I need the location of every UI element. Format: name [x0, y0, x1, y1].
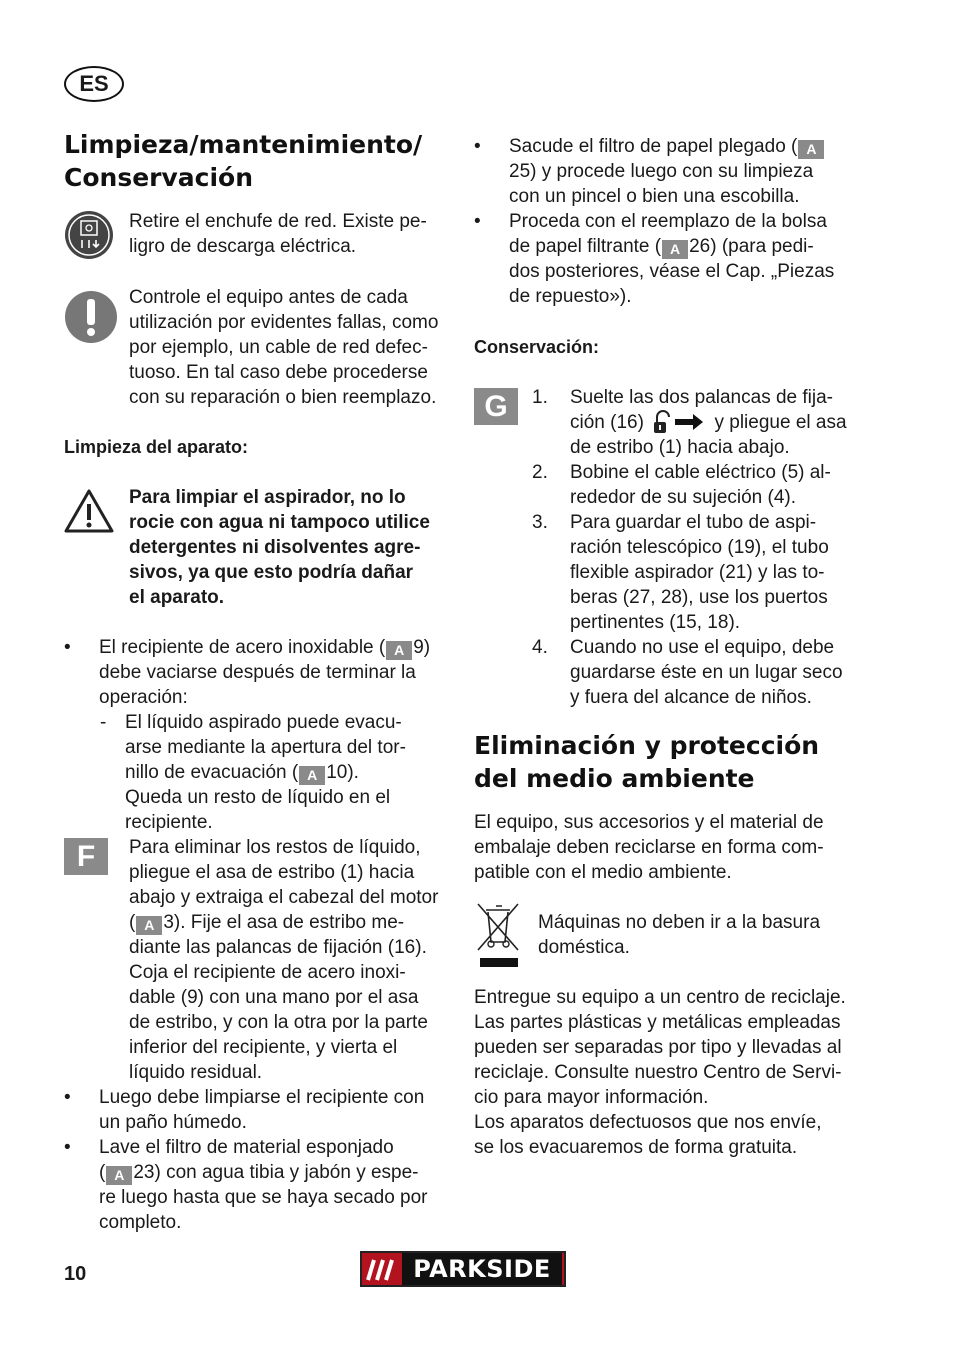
- crossed-bin-icon: [474, 900, 522, 970]
- recycle-text: pueden ser separadas por tipo y llevadas al: [474, 1037, 842, 1058]
- figure-a-badge: A: [798, 140, 824, 159]
- check-text: utilización por evidentes fallas, como: [129, 312, 439, 333]
- f-text: inferior del recipiente, y vierta el: [129, 1037, 398, 1058]
- figure-a-badge: A: [662, 240, 688, 259]
- warning-text: sivos, ya que esto podría dañar: [129, 562, 414, 583]
- logo-stripes-icon: [366, 1258, 404, 1282]
- cleaning-heading: Limpieza del aparato:: [64, 437, 249, 457]
- step-text: y fuera del alcance de niños.: [570, 687, 812, 708]
- disposal-text: patible con el medio ambiente.: [474, 862, 732, 883]
- bullet-text: de papel filtrante ( A 26) (para pedi-: [509, 236, 814, 257]
- step-number: 4.: [532, 637, 548, 658]
- bullet-text: Sacude el filtro de papel plegado ( A: [509, 134, 825, 159]
- title-line: Conservación: [64, 163, 254, 192]
- bullet-text: con un pincel o bien una escobilla.: [509, 186, 800, 207]
- f-text: de estribo, y con la otra por la parte: [129, 1012, 428, 1033]
- f-text: dable (9) con una mano por el asa: [129, 987, 419, 1008]
- bin-text: doméstica.: [538, 937, 630, 958]
- logo-text: PARKSIDE: [402, 1253, 562, 1285]
- disposal-text: El equipo, sus accesorios y el material de: [474, 812, 824, 833]
- disposal-text: embalaje deben reciclarse en forma com-: [474, 837, 824, 858]
- bullet-text: debe vaciarse después de terminar la: [99, 662, 416, 683]
- step-text: ción (16) y pliegue el asa: [570, 412, 847, 433]
- warning-text: el aparato.: [129, 587, 225, 608]
- step-text: Para guardar el tubo de aspi-: [570, 512, 817, 533]
- bullet-mark: •: [64, 1087, 71, 1108]
- bullet-text: de repuesto»).: [509, 286, 632, 307]
- section-title-cleaning: [64, 128, 422, 194]
- title-line: del medio ambiente: [474, 764, 755, 793]
- figure-f-badge: F: [64, 838, 108, 875]
- dash-mark: -: [100, 712, 107, 733]
- check-text: Controle el equipo antes de cada: [129, 287, 408, 308]
- title-line: Limpieza/mantenimiento/: [64, 130, 423, 159]
- check-text: tuoso. En tal caso debe procederse: [129, 362, 428, 383]
- step-text: guardarse éste en un lugar seco: [570, 662, 843, 683]
- dash-text: El líquido aspirado puede evacu-: [125, 712, 402, 733]
- figure-a-badge: A: [136, 916, 162, 935]
- bullet-text: Proceda con el reemplazo de la bolsa: [509, 211, 827, 232]
- bullet-text: dos posteriores, véase el Cap. „Piezas: [509, 261, 835, 282]
- step-number: 2.: [532, 462, 548, 483]
- f-text: diante las palancas de fijación (16).: [129, 937, 427, 958]
- bullet-text: ( A 23) con agua tibia y jabón y espe-: [99, 1162, 419, 1183]
- step-text: Bobine el cable eléctrico (5) al-: [570, 462, 831, 483]
- recycle-text: Las partes plásticas y metálicas empleadas: [474, 1012, 841, 1033]
- warning-icon: [64, 488, 114, 534]
- f-text: ( A 3). Fije el asa de estribo me-: [129, 912, 405, 933]
- bullet-mark: •: [474, 211, 481, 232]
- step-number: 1.: [532, 387, 548, 408]
- bullet-text: un paño húmedo.: [99, 1112, 247, 1133]
- step-text: flexible aspirador (21) y las to-: [570, 562, 825, 583]
- bullet-text: El recipiente de acero inoxidable ( A 9): [99, 637, 431, 658]
- bullet-mark: •: [64, 637, 71, 658]
- bullet-text: re luego hasta que se haya secado por: [99, 1187, 428, 1208]
- dash-text: arse mediante la apertura del tor-: [125, 737, 406, 758]
- check-text: con su reparación o bien reemplazo.: [129, 387, 437, 408]
- recycle-text: reciclaje. Consulte nuestro Centro de Servi-: [474, 1062, 842, 1083]
- bullet-mark: •: [474, 136, 481, 157]
- language-badge: ES: [64, 66, 124, 102]
- step-text: de estribo (1) hacia abajo.: [570, 437, 790, 458]
- unplug-icon: [64, 210, 114, 260]
- bullet-text: operación:: [99, 687, 188, 708]
- bullet-text: Luego debe limpiarse el recipiente con: [99, 1087, 425, 1108]
- bin-text: Máquinas no deben ir a la basura: [538, 912, 821, 933]
- title-line: Eliminación y protección: [474, 731, 820, 760]
- recycle-text: se los evacuaremos de forma gratuita.: [474, 1137, 798, 1158]
- page-number: 10: [64, 1263, 87, 1285]
- f-text: Para eliminar los restos de líquido,: [129, 837, 421, 858]
- f-text: líquido residual.: [129, 1062, 263, 1083]
- bullet-text: completo.: [99, 1212, 182, 1233]
- bullet-text: 25) y procede luego con su limpieza: [509, 161, 814, 182]
- parkside-logo: [360, 1251, 566, 1287]
- step-text: pertinentes (15, 18).: [570, 612, 741, 633]
- dash-text: nillo de evacuación ( A 10).: [125, 762, 359, 783]
- step-text: ración telescópico (19), el tubo: [570, 537, 829, 558]
- warning-text: detergentes ni disolventes agre-: [129, 537, 421, 558]
- storage-heading: Conservación:: [474, 337, 600, 357]
- recycle-text: cio para mayor información.: [474, 1087, 709, 1108]
- plug-text: Retire el enchufe de red. Existe pe-: [129, 211, 427, 232]
- figure-a-badge: A: [106, 1166, 132, 1185]
- bullet-text: Lave el filtro de material esponjado: [99, 1137, 394, 1158]
- step-text: Suelte las dos palancas de fija-: [570, 387, 833, 408]
- step-text: beras (27, 28), use los puertos: [570, 587, 828, 608]
- section-title-disposal: [474, 729, 819, 795]
- unlock-arrow-icon: [651, 410, 707, 434]
- recycle-text: Entregue su equipo a un centro de reciclaje.: [474, 987, 846, 1008]
- dash-text: Queda un resto de líquido en el: [125, 787, 391, 808]
- f-text: Coja el recipiente de acero inoxi-: [129, 962, 406, 983]
- dash-text: recipiente.: [125, 812, 213, 833]
- f-text: abajo y extraiga el cabezal del motor: [129, 887, 439, 908]
- exclamation-icon: [64, 290, 118, 344]
- warning-text: rocie con agua ni tampoco utilice: [129, 512, 430, 533]
- figure-a-badge: A: [386, 641, 412, 660]
- f-text: pliegue el asa de estribo (1) hacia: [129, 862, 415, 883]
- bullet-mark: •: [64, 1137, 71, 1158]
- figure-g-badge: G: [474, 388, 518, 425]
- step-text: Cuando no use el equipo, debe: [570, 637, 835, 658]
- step-text: rededor de su sujeción (4).: [570, 487, 797, 508]
- warning-text: Para limpiar el aspirador, no lo: [129, 487, 406, 508]
- plug-text: ligro de descarga eléctrica.: [129, 236, 357, 257]
- figure-a-badge: A: [299, 766, 325, 785]
- check-text: por ejemplo, un cable de red defec-: [129, 337, 428, 358]
- recycle-text: Los aparatos defectuosos que nos envíe,: [474, 1112, 822, 1133]
- step-number: 3.: [532, 512, 548, 533]
